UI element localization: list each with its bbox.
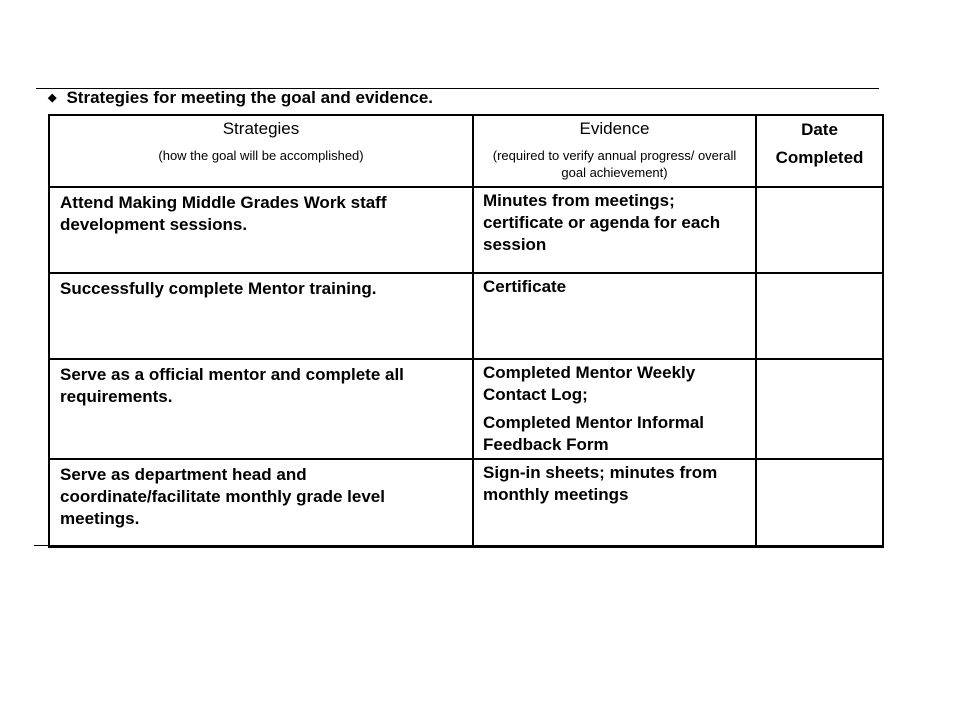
strategy-cell [49,359,473,459]
date-header-line1: Date [801,120,838,139]
evidence-cell [473,459,756,547]
evidence-text: Minutes from meetings; certificate or agenda for each session [483,191,721,254]
evidence-cell [473,359,756,459]
evidence-header [473,115,756,187]
strategies-header [49,115,473,187]
strategy-text: Serve as department head and coordinate/facilitate monthly grade level meetings. [60,465,385,528]
date-cell [756,187,883,273]
strategy-text: Successfully complete Mentor training. [60,279,377,298]
strategy-text: Serve as a official mentor and complete all requirements. [60,365,404,406]
date-completed-header [756,115,883,187]
strategy-cell [49,459,473,547]
strategy-cell [49,187,473,273]
table-row [49,359,883,459]
bottom-rule [34,545,883,546]
evidence-cell [473,187,756,273]
section-heading-text: Strategies for meeting the goal and evidence. [66,88,434,107]
date-cell [756,273,883,359]
table-row [49,459,883,547]
diamond-bullet-icon: ◆ [48,91,57,104]
table-row [49,273,883,359]
evidence-text: Completed Mentor Informal Feedback Form [483,413,705,454]
table-row [49,187,883,273]
date-cell [756,359,883,459]
evidence-text: Sign-in sheets; minutes from monthly meetings [483,463,718,504]
section-heading [48,88,433,108]
evidence-text: Completed Mentor Weekly Contact Log; [483,363,696,404]
strategy-cell [49,273,473,359]
evidence-header-subtitle: (required to verify annual progress/ overall goal achievement) [492,148,737,180]
strategies-header-title: Strategies [222,119,300,138]
evidence-header-title: Evidence [579,119,650,138]
strategy-text: Attend Making Middle Grades Work staff development sessions. [60,193,387,234]
evidence-text: Certificate [483,277,567,296]
date-header-line2: Completed [775,148,864,167]
strategies-table [48,114,884,548]
strategies-header-subtitle: (how the goal will be accomplished) [158,148,364,163]
evidence-cell [473,273,756,359]
header-row [49,115,883,187]
date-cell [756,459,883,547]
